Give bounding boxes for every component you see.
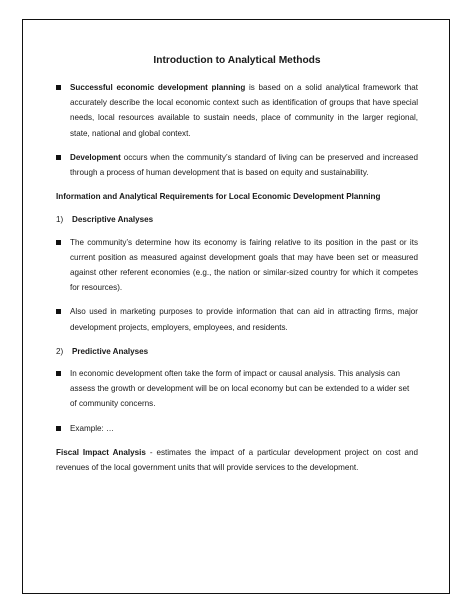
- list-item: [56, 421, 418, 436]
- page-title: Introduction to Analytical Methods: [153, 55, 321, 66]
- fiscal-impact-paragraph: [56, 445, 418, 475]
- term-label: Fiscal Impact Analysis: [56, 447, 146, 457]
- term-label: Development: [70, 152, 121, 162]
- list-item: [56, 80, 418, 141]
- definition-text: - estimates the impact of a particular development project on cost and revenues of the local government units that will provide services to the development.: [56, 447, 418, 473]
- square-bullet-icon: [56, 309, 61, 314]
- list-item: [56, 304, 418, 334]
- square-bullet-icon: [56, 155, 61, 160]
- definition-text: occurs when the community’s standard of living can be preserved and increased through a process of human development that is based on equity and sustainability.: [70, 152, 418, 178]
- subsection-label: Predictive Analyses: [72, 346, 149, 356]
- term-label: Successful economic development planning: [70, 83, 246, 92]
- subsection-number: 1): [56, 215, 64, 225]
- list-item: [56, 366, 418, 412]
- subsection-number: 2): [56, 346, 64, 356]
- square-bullet-icon: [56, 426, 61, 431]
- list-item-text: Also used in marketing purposes to provide information that can aid in attracting firms, major development projects, employers, employees, and residents.: [70, 307, 418, 332]
- subsection-heading-descriptive: [56, 212, 418, 227]
- subsection-label: Descriptive Analyses: [72, 215, 154, 225]
- subsection-heading-predictive: [56, 344, 418, 359]
- list-item-text: In economic development often take the form of impact or causal analysis. This analysis can assess the growth or development will be on local economy but can be extended to a wider set of community concerns.: [70, 369, 410, 409]
- square-bullet-icon: [56, 85, 61, 90]
- document-body: [56, 54, 418, 475]
- list-item-text: The community’s determine how its economy is fairing relative to its position in the past or its current position as measured against development goals that may have been set or measured against other referent economies (e.g., the nation or similar-sized country for which it competes for resources).: [70, 237, 418, 293]
- definition-text: is based on a solid analytical framework that accurately describe the local economic context such as identification of groups that have special needs, local resources available to sustain needs, place of community in the larger regional, state, national and global context.: [70, 83, 418, 138]
- square-bullet-icon: [56, 371, 61, 376]
- list-item-text: Example: …: [70, 423, 115, 433]
- list-item: [56, 150, 418, 180]
- section-heading: Information and Analytical Requirements for Local Economic Development Planning: [56, 192, 381, 202]
- list-item: [56, 235, 418, 296]
- square-bullet-icon: [56, 240, 61, 245]
